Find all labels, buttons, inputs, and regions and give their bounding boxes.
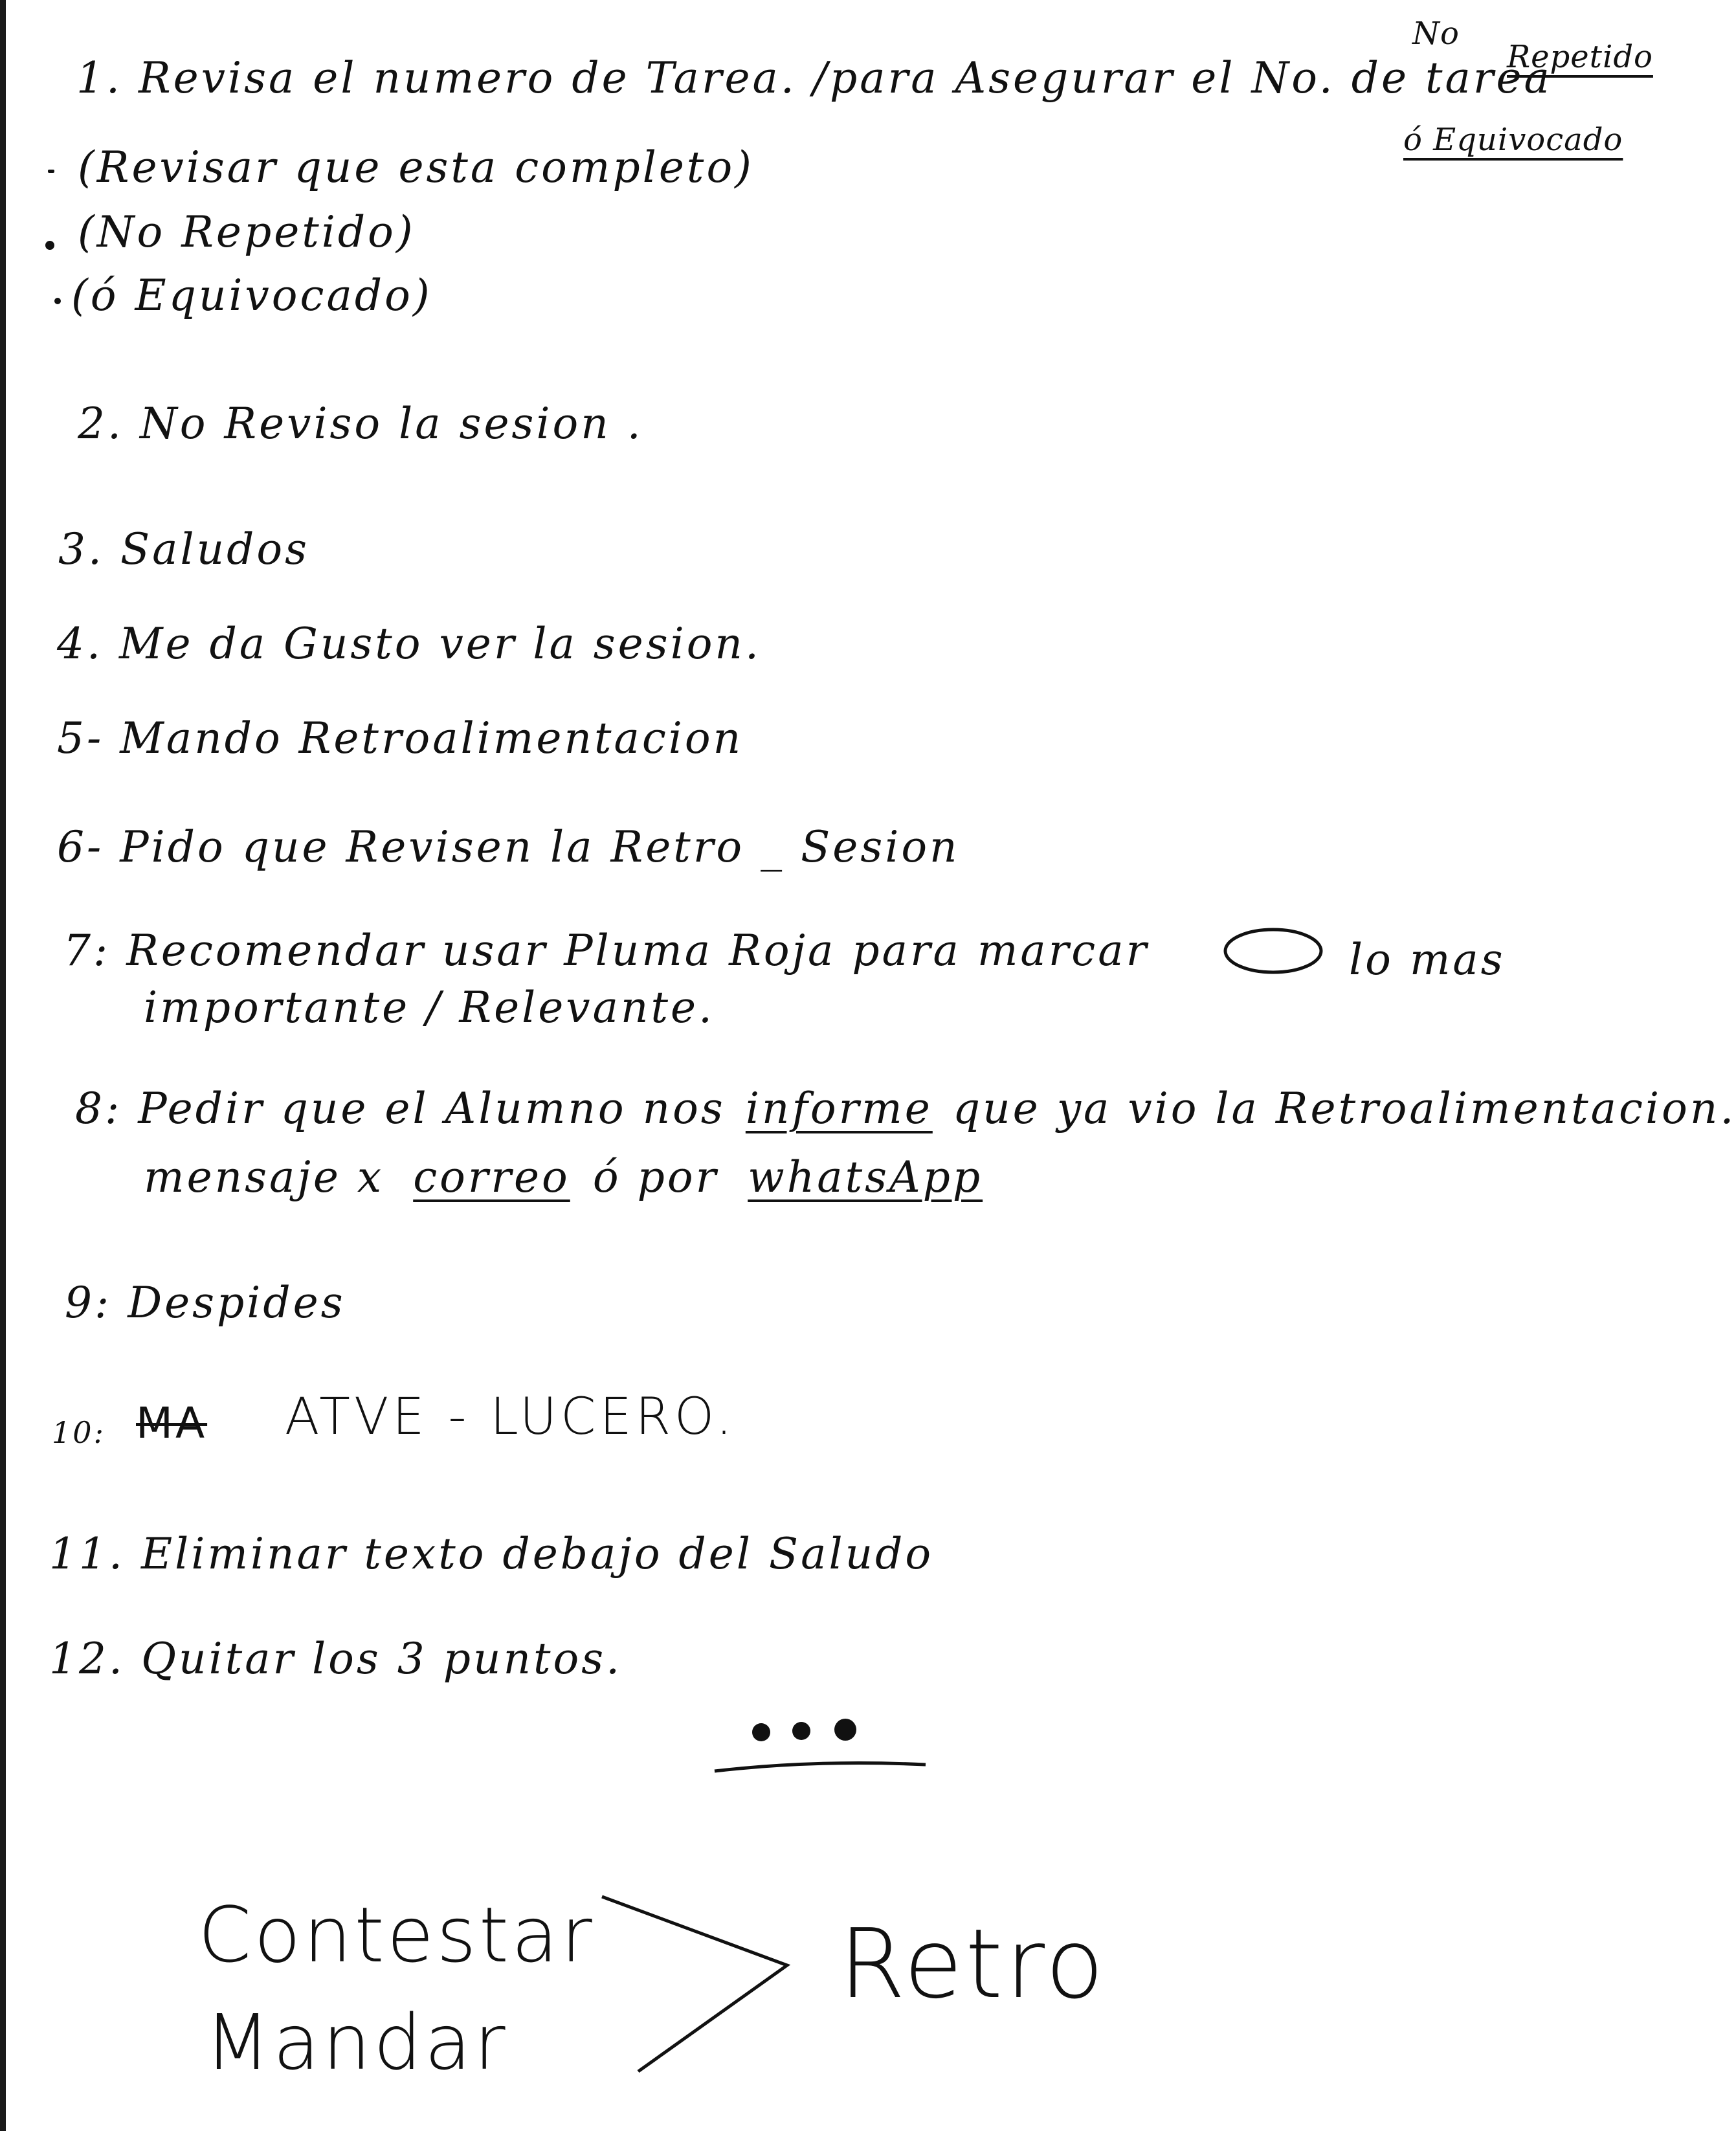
footer-mandar: Mandar xyxy=(205,1998,508,2087)
footer-contestar: Contestar xyxy=(198,1890,595,1980)
item-8-line-1 xyxy=(75,1084,1736,1133)
item-7-line-2: importante / Relevante. xyxy=(144,983,715,1032)
bullet-item: (ó Equivocado) xyxy=(71,271,432,320)
item-1-note-equivocado: ó Equivocado xyxy=(1403,122,1623,158)
item-5: 5- Mando Retroalimentacion xyxy=(57,713,744,763)
arrow-icon xyxy=(599,1890,794,2084)
item-1-line: 1. Revisa el numero de Tarea. /para Asegurar el No. de tarea xyxy=(76,53,1552,103)
item-11: 11. Eliminar texto debajo del Saludo xyxy=(49,1529,934,1579)
bullet-dot xyxy=(45,241,54,250)
three-dots-icon xyxy=(712,1714,932,1779)
item-8-correo: correo xyxy=(413,1152,570,1202)
item-10-text: ATVE - LUCERO. xyxy=(285,1388,736,1446)
scan-left-edge xyxy=(0,0,6,2131)
item-8-text-b: que ya vio la Retroalimentacion. xyxy=(952,1084,1736,1133)
item-7-line-1: 7: Recomendar usar Pluma Roja para marcar xyxy=(63,926,1150,976)
footer-retro: Retro xyxy=(839,1908,1107,2020)
item-8-line-2 xyxy=(144,1152,983,1202)
bullet-item: (Revisar que esta completo) xyxy=(78,142,754,192)
item-9: 9: Despides xyxy=(65,1278,346,1328)
item-10-number: 10: xyxy=(52,1415,106,1450)
item-2: 2. No Reviso la sesion . xyxy=(78,399,643,449)
item-10-struck: MA xyxy=(136,1398,208,1448)
circle-mark-icon xyxy=(1221,924,1326,977)
item-1-note-repetido: Repetido xyxy=(1507,39,1653,75)
item-8-text: 8: Pedir que el Alumno nos xyxy=(75,1084,726,1133)
bullet-item: (No Repetido) xyxy=(78,207,416,257)
item-4: 4. Me da Gusto ver la sesion. xyxy=(57,619,761,669)
item-8-informe: informe xyxy=(745,1084,933,1133)
bullet-dot xyxy=(48,170,54,173)
item-1-note-no: No xyxy=(1412,16,1460,52)
bullet-dot xyxy=(54,298,61,304)
item-8-whatsapp: whatsApp xyxy=(748,1152,983,1202)
item-8-mensaje: mensaje x xyxy=(144,1152,384,1202)
item-3: 3. Saludos xyxy=(58,524,309,574)
item-12: 12. Quitar los 3 puntos. xyxy=(49,1634,623,1684)
item-8-o-por: ó por xyxy=(592,1152,719,1202)
item-7-lo-mas: lo mas xyxy=(1349,935,1506,985)
item-6: 6- Pido que Revisen la Retro _ Sesion xyxy=(57,822,960,872)
